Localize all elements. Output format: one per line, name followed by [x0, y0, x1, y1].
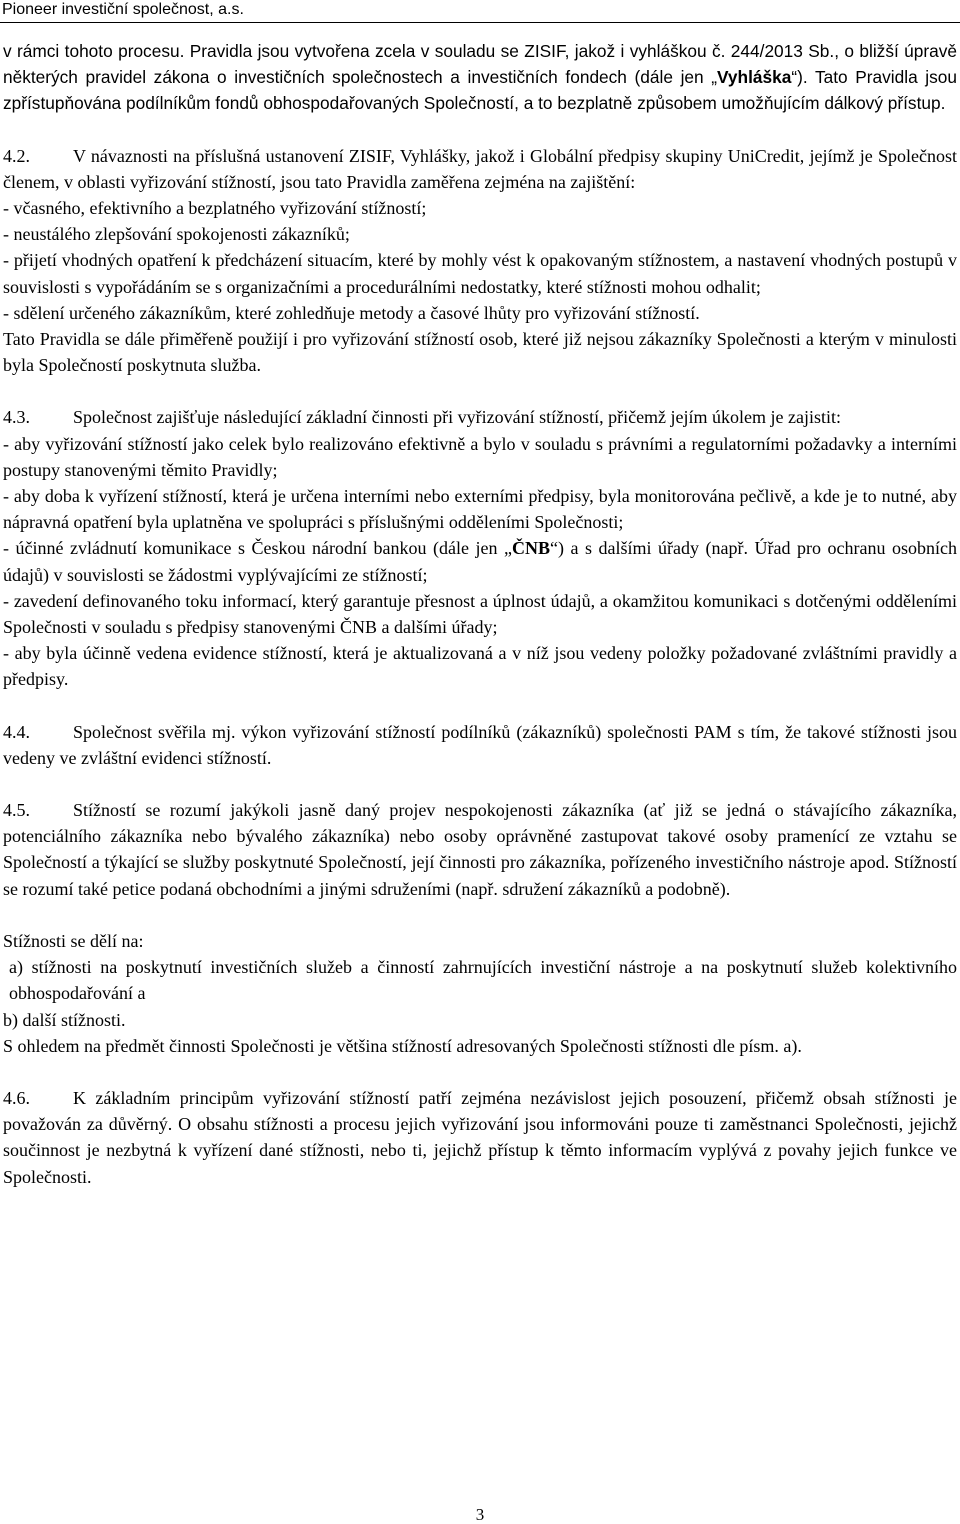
section-number: 4.5. [3, 800, 30, 821]
division-item-a: a) stížnosti na poskytnutí investičních služeb a činností zahrnujících investiční nástroje a na poskytnutí služeb kolektivního obhospodařování a [9, 957, 957, 1004]
section-number: 4.6. [3, 1087, 30, 1108]
section-4-6: 4.6. K základním principům vyřizování stížností patří zejména nezávislost jejich posouzení, přičemž obsah stížnosti je považován za důvěrný. O obsahu stížnosti a procesu jejich vyřizování jsou informováni pouze ti zaměstnanci Společnosti, jejichž součinnost je nezbytná k vyřízení dané stížnosti, nebo ti, jejichž přístup k těmto informacím vyplývá z povahy jejich funkce ve Společnosti. [3, 1085, 957, 1190]
list-item: - neustálého zlepšování spokojenosti zákazníků; [3, 224, 350, 245]
company-name: Pioneer investiční společnost, a.s. [2, 1, 244, 18]
list-item: - sdělení určeného zákazníkům, které zohledňuje metody a časové lhůty pro vyřizování stížností. [3, 302, 700, 323]
page-number: 3 [475, 1505, 485, 1524]
complaint-division [3, 928, 957, 1059]
section-number: 4.4. [3, 721, 30, 742]
section-4-3-lead: 4.3. Společnost zajišťuje následující základní činnosti při vyřizování stížností, přičemž jejím úkolem je zajistit: [3, 404, 957, 430]
list-item: - účinné zvládnutí komunikace s Českou národní bankou (dále jen „ČNB“) a s dalšími úřady (např. Úřad pro ochranu osobních údajů) v souvislosti se žádostmi vyplývajícími ze stížností; [3, 538, 957, 585]
list-item: - aby vyřizování stížností jako celek bylo realizováno efektivně a bylo v souladu s právními a regulatorními požadavky a interními postupy stanovenými těmito Pravidly; [3, 433, 957, 480]
section-number: 4.3. [3, 407, 30, 428]
defined-term-vyhlaska: Vyhláška [717, 67, 792, 88]
section-number: 4.2. [3, 145, 30, 166]
section-4-2-closing: Tato Pravidla se dále přiměřeně použijí i pro vyřizování stížností osob, které již nejsou zákazníky Společnosti a kterým v minulosti byla Společností poskytnuta služba. [3, 329, 957, 376]
list-item: - aby doba k vyřízení stížností, která je určena interními nebo externími předpisy, byla monitorována pečlivě, a kde je to nutné, aby nápravná opatření byla uplatněna ve spolupráci s příslušnými odděleními Společnosti; [3, 486, 957, 533]
division-title: Stížnosti se dělí na: [3, 930, 144, 951]
list-item: - aby byla účinně vedena evidence stížností, která je aktualizovaná a v níž jsou vedeny položky požadované zvláštními pravidly a předpisy. [3, 643, 957, 690]
document-body [3, 38, 957, 1190]
defined-term-cnb: ČNB [511, 538, 550, 559]
list-item: - včasného, efektivního a bezplatného vyřizování stížností; [3, 198, 427, 219]
division-item-b: b) další stížnosti. [3, 1009, 126, 1030]
section-4-4: 4.4. Společnost svěřila mj. výkon vyřizování stížností podílníků (zákazníků) společnosti PAM s tím, že takové stížnosti jsou vedeny ve zvláštní evidenci stížností. [3, 719, 957, 771]
division-note: S ohledem na předmět činnosti Společnosti je většina stížností adresovaných Společnosti stížnosti dle písm. a). [3, 1035, 802, 1056]
list-item: - zavedení definovaného toku informací, který garantuje přesnost a úplnost údajů, a okamžitou komunikaci s dotčenými odděleními Společnosti v souladu s předpisy stanovenými ČNB a dalšími úřady; [3, 590, 957, 638]
section-4-3 [3, 404, 957, 692]
page-header [0, 0, 960, 23]
section-4-5: 4.5. Stížností se rozumí jakýkoli jasně daný projev nespokojenosti zákazníka (ať již se jedná o stávajícího zákazníka, potenciálního zákazníka nebo bývalého zákazníka) nebo osoby oprávněné zastupovat takové osoby pramenící ze vztahu se Společností a týkající se služby poskytnuté Společností, její činnosti pro zákazníka, pořízeného investičního nástroje apod. Stížností se rozumí také petice podaná obchodními a jinými sdruženími (např. sdružení zákazníků a podobně). [3, 797, 957, 902]
intro-paragraph: v rámci tohoto procesu. Pravidla jsou vytvořena zcela v souladu se ZISIF, jakož i vyhláškou č. 244/2013 Sb., o bližší úpravě některých pravidel zákona o investičních společnostech a investičních fondech (dále jen „Vyhláška“). Tato Pravidla jsou zpřístupňována podílníkům fondů obhospodařovaných Společností, a to bezplatně způsobem umožňujícím dálkový přístup. [3, 41, 958, 114]
section-4-2-lead: 4.2. V návaznosti na příslušná ustanovení ZISIF, Vyhlášky, jakož i Globální předpisy skupiny UniCredit, jejímž je Společnost členem, v oblasti vyřizování stížností, jsou tato Pravidla zaměřena zejména na zajištění: [3, 143, 957, 195]
section-4-2 [3, 143, 957, 379]
list-item: - přijetí vhodných opatření k předcházení situacím, které by mohly vést k opakovaným stížnostem, a nastavení vhodných postupů v souvislosti s vypořádáním se s organizačními a procedurálními nedostatky, které stížnosti mohou odhalit; [3, 250, 957, 297]
